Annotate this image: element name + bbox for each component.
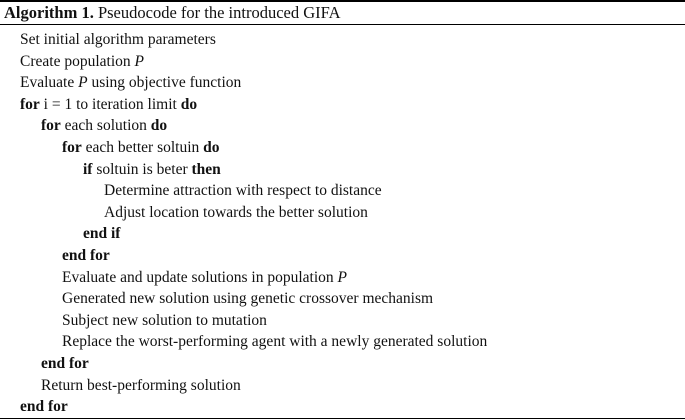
keyword: if (83, 160, 93, 178)
pseudocode-line (62, 245, 110, 266)
pseudocode-line (20, 396, 68, 417)
caption-rule (0, 24, 685, 25)
statement-text: i = 1 to iteration limit (39, 95, 181, 113)
pseudocode-line (62, 288, 433, 309)
math-symbol: P (78, 74, 88, 92)
algorithm-label: Algorithm 1. (4, 3, 94, 22)
keyword: end if (83, 225, 121, 243)
keyword: do (150, 117, 168, 135)
bottom-rule (0, 418, 685, 419)
pseudocode-line (41, 353, 89, 374)
pseudocode-line (104, 202, 368, 223)
keyword: end for (62, 247, 110, 264)
statement-text: Subject new solution to mutation (62, 311, 267, 329)
pseudocode-line (20, 29, 216, 50)
keyword: end for (20, 398, 68, 416)
pseudocode-line (62, 310, 267, 331)
algorithm-title: Pseudocode for the introduced GIFA (97, 3, 341, 22)
statement-text: Return best-performing solution (41, 376, 241, 394)
statement-text: soltuin is beter (92, 160, 192, 178)
keyword: for (62, 139, 82, 156)
pseudocode-line (62, 331, 487, 352)
pseudocode-line (41, 115, 167, 136)
keyword: for (20, 95, 40, 113)
statement-text: Replace the worst-performing agent with a newly generated solution (62, 333, 488, 351)
keyword: do (180, 95, 198, 113)
pseudocode-line (104, 180, 382, 201)
keyword: for (41, 117, 61, 135)
keyword: end for (41, 355, 89, 372)
statement-text: using objective function (87, 74, 242, 92)
statement-text: Determine attraction with respect to distance (104, 182, 382, 200)
algorithm-caption (4, 3, 341, 23)
pseudocode-line (20, 72, 241, 93)
keyword: then (191, 160, 221, 178)
keyword: do (203, 139, 220, 156)
pseudocode-line (20, 51, 144, 72)
pseudocode-line (20, 94, 197, 115)
statement-text: Adjust location towards the better solution (104, 203, 368, 221)
pseudocode-line (41, 375, 241, 396)
pseudocode-line (62, 137, 220, 158)
statement-text: Create population (20, 52, 135, 70)
top-rule (0, 0, 685, 2)
math-symbol: P (337, 268, 347, 286)
statement-text: each better soltuin (81, 139, 204, 156)
statement-text: Generated new solution using genetic crossover mechanism (62, 290, 434, 308)
pseudocode-line (83, 223, 120, 244)
pseudocode-line (83, 159, 221, 180)
statement-text: Evaluate (20, 74, 79, 92)
statement-text: Evaluate and update solutions in population (62, 268, 338, 286)
statement-text: each solution (60, 117, 151, 135)
pseudocode-line (62, 267, 347, 288)
math-symbol: P (134, 52, 144, 70)
statement-text: Set initial algorithm parameters (20, 31, 216, 48)
